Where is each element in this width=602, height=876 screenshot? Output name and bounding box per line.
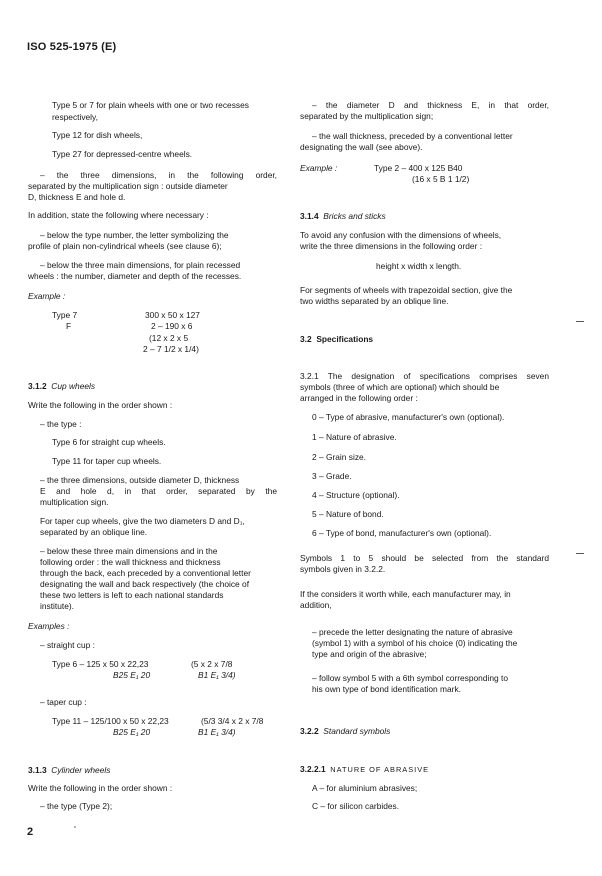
straight-cup-line-2b: B1 E₁ 3/4) <box>198 670 236 680</box>
section-3-1-2-heading <box>28 381 95 392</box>
spec-line-3: arranged in the following order : <box>300 393 418 403</box>
segments-line-2: two widths separated by an oblique line. <box>300 296 449 306</box>
straight-cup-label: – straight cup : <box>40 640 95 650</box>
cup-type: – the type : <box>40 419 82 429</box>
cylinder-intro: Write the following in the order shown : <box>28 783 173 793</box>
cup-dims-1: – the three dimensions, outside diameter D, thickness <box>40 475 240 485</box>
symbol-item: 3 – Grade. <box>312 471 352 481</box>
type5-line: Type 5 or 7 for plain wheels with one or two recesses <box>52 100 249 110</box>
section-title: NATURE OF ABRASIVE <box>330 765 430 774</box>
follow-line-1: – follow symbol 5 with a 6th symbol corresponding to <box>312 673 508 683</box>
taper-cup-line-2b: B1 E₁ 3/4) <box>198 727 236 737</box>
margin-mark <box>576 321 584 322</box>
manufacturer-line-2: addition, <box>300 600 332 610</box>
below-type-2: profile of plain non-cylindrical wheels (see clause 6); <box>28 241 222 251</box>
taper-cup-line-2: B25 E₁ 20 <box>113 727 151 737</box>
example-right-line-2: (16 x 5 B 1 1/2) <box>412 174 470 184</box>
follow-line-2: his own type of bond identification mark. <box>312 684 461 694</box>
section-title: Cup wheels <box>51 381 96 391</box>
below3-line-5: these two letters is left to each national standards <box>40 590 224 600</box>
below3-line-6: institute). <box>40 601 74 611</box>
symbol-item: 4 – Structure (optional). <box>312 490 400 500</box>
spec-line-2: symbols (three of which are optional) which should be <box>300 382 500 392</box>
cup-type-6: Type 6 for straight cup wheels. <box>52 437 166 447</box>
below3-line-3: through the back, each preceded by a conventional letter <box>40 568 251 578</box>
section-3-2-2-heading <box>300 726 390 737</box>
wall-line-2: designating the wall (see above). <box>300 142 423 152</box>
below3-line-1: – below these three main dimensions and in the <box>40 546 218 556</box>
dims-line-3: D, thickness E and hole d. <box>28 192 126 202</box>
precede-line-1: – precede the letter designating the nature of abrasive <box>312 627 513 637</box>
bricks-line-2: write the three dimensions in the following order : <box>300 241 483 251</box>
taper-cup-label: – taper cup : <box>40 697 87 707</box>
cup-type-11: Type 11 for taper cup wheels. <box>52 456 162 466</box>
below-dims-2: wheels : the number, diameter and depth of the recesses. <box>28 271 242 281</box>
page-number: 2 <box>27 826 34 838</box>
symbol-item: 2 – Grain size. <box>312 452 366 462</box>
type27-line: Type 27 for depressed-centre wheels. <box>52 149 193 159</box>
example-profile: F <box>66 321 72 331</box>
abrasive-a: A – for aluminium abrasives; <box>312 783 418 793</box>
section-3-1-3-heading <box>28 765 110 776</box>
abrasive-c: C – for silicon carbides. <box>312 801 400 811</box>
example-value-4: 2 – 7 1/2 x 1/4) <box>143 344 199 354</box>
cup-intro: Write the following in the order shown : <box>28 400 173 410</box>
below-type-1: – below the type number, the letter symbolizing the <box>40 230 229 240</box>
example-value-2: 2 – 190 x 6 <box>151 321 193 331</box>
straight-cup-line-1: Type 6 – 125 x 50 x 22,23 <box>52 659 149 669</box>
section-title: Cylinder wheels <box>51 765 111 775</box>
section-title: Bricks and sticks <box>323 211 386 221</box>
wall-line-1: – the wall thickness, preceded by a conventional letter <box>312 131 513 141</box>
margin-mark <box>576 553 584 554</box>
speck <box>74 826 76 828</box>
type5-cont: respectively, <box>52 112 98 122</box>
segments-line-1: For segments of wheels with trapezoidal section, give the <box>300 285 513 295</box>
section-number: 3.2.2 <box>300 726 319 736</box>
straight-cup-line-2: B25 E₁ 20 <box>113 670 151 680</box>
section-number: 3.2.2.1 <box>300 764 326 774</box>
section-number: 3.1.4 <box>300 211 319 221</box>
spec-line-1: 3.2.1 The designation of specifications comprises seven <box>300 371 549 381</box>
diam-line-2: separated by the multiplication sign; <box>300 111 434 121</box>
section-number: 3.2 <box>300 334 312 344</box>
symbol-item: 1 – Nature of abrasive. <box>312 432 397 442</box>
symbols-1-5-line-2: symbols given in 3.2.2. <box>300 564 386 574</box>
taper-line-2: separated by an oblique line. <box>40 527 148 537</box>
example-value-3: (12 x 2 x 5 <box>149 333 189 343</box>
below3-line-2: following order : the wall thickness and thickness <box>40 557 221 567</box>
section-title: Standard symbols <box>323 726 391 736</box>
manufacturer-line-1: If the considers it worth while, each manufacturer may, in <box>300 589 511 599</box>
below-dims-1: – below the three main dimensions, for plain recessed <box>40 260 241 270</box>
taper-cup-line-1: Type 11 – 125/100 x 50 x 22,23 <box>52 716 169 726</box>
section-number: 3.1.2 <box>28 381 47 391</box>
dims-line-1: – the three dimensions, in the following order, <box>40 170 277 180</box>
symbol-item: 5 – Nature of bond. <box>312 509 384 519</box>
examples-label: Examples : <box>28 621 70 631</box>
section-number: 3.1.3 <box>28 765 47 775</box>
section-3-1-4-heading <box>300 211 386 222</box>
below3-line-4: designating the wall and back respectively (the choice of <box>40 579 250 589</box>
precede-line-3: type and origin of the abrasive; <box>312 649 427 659</box>
section-3-2-heading <box>300 334 373 345</box>
example-label: Example : <box>28 291 66 301</box>
section-3-2-2-1-heading <box>300 764 429 775</box>
type12-line: Type 12 for dish wheels, <box>52 130 143 140</box>
bricks-formula: height x width x length. <box>376 261 462 271</box>
symbol-item: 0 – Type of abrasive, manufacturer's own (optional). <box>312 412 505 422</box>
straight-cup-line-1b: (5 x 2 x 7/8 <box>191 659 233 669</box>
section-title: Specifications <box>316 334 374 344</box>
symbols-1-5-line-1: Symbols 1 to 5 should be selected from the standard <box>300 553 549 563</box>
example-right-line-1: Type 2 – 400 x 125 B40 <box>374 163 463 173</box>
document-id: ISO 525-1975 (E) <box>27 41 117 53</box>
taper-cup-line-1b: (5/3 3/4 x 2 x 7/8 <box>201 716 264 726</box>
symbol-item: 6 – Type of bond, manufacturer's own (optional). <box>312 528 492 538</box>
precede-line-2: (symbol 1) with a symbol of his choice (0) indicating the <box>312 638 518 648</box>
example-type: Type 7 <box>52 310 78 320</box>
example-label-right: Example : <box>300 163 338 173</box>
taper-line-1: For taper cup wheels, give the two diameters D and D₁, <box>40 516 245 526</box>
cup-dims-2: E and hole d, in that order, separated by the <box>40 486 277 496</box>
dims-line-2: separated by the multiplication sign : outside diameter <box>28 181 228 191</box>
addition-line: In addition, state the following where necessary : <box>28 210 209 220</box>
cup-dims-3: multiplication sign. <box>40 497 109 507</box>
example-value-1: 300 x 50 x 127 <box>145 310 200 320</box>
cylinder-type: – the type (Type 2); <box>40 801 113 811</box>
bricks-line-1: To avoid any confusion with the dimensions of wheels, <box>300 230 502 240</box>
diam-line-1: – the diameter D and thickness E, in that order, <box>312 100 549 110</box>
